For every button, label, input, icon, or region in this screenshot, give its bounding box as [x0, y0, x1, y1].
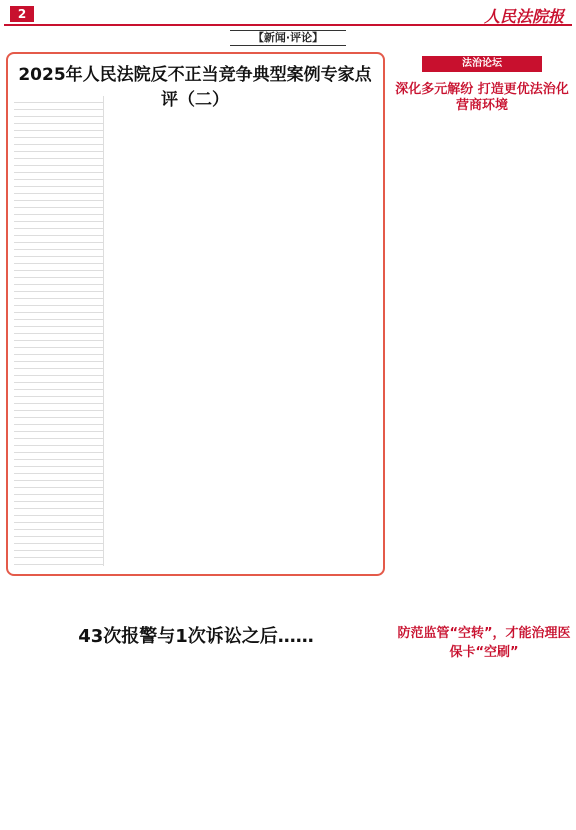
page-number: 2 [10, 6, 34, 22]
bottom-section [4, 622, 572, 826]
right-column [394, 52, 570, 576]
right-title: 深化多元解纷 打造更优法治化营商环境 [395, 82, 569, 113]
case-list-column [14, 96, 104, 566]
main-title: 2025年人民法院反不正当竞争典型案例专家点评（二） [18, 65, 372, 110]
bottom-title: 43次报警与1次诉讼之后…… [78, 626, 314, 647]
newspaper-logo: 人民法院报 [483, 7, 564, 26]
bottom-right-title: 防范监管“空转”，才能治理医保卡“空刷” [397, 626, 571, 660]
column-tag: 法治论坛 [422, 56, 542, 72]
masthead [4, 4, 572, 26]
section-label: 【新闻·评论】 [230, 30, 346, 46]
